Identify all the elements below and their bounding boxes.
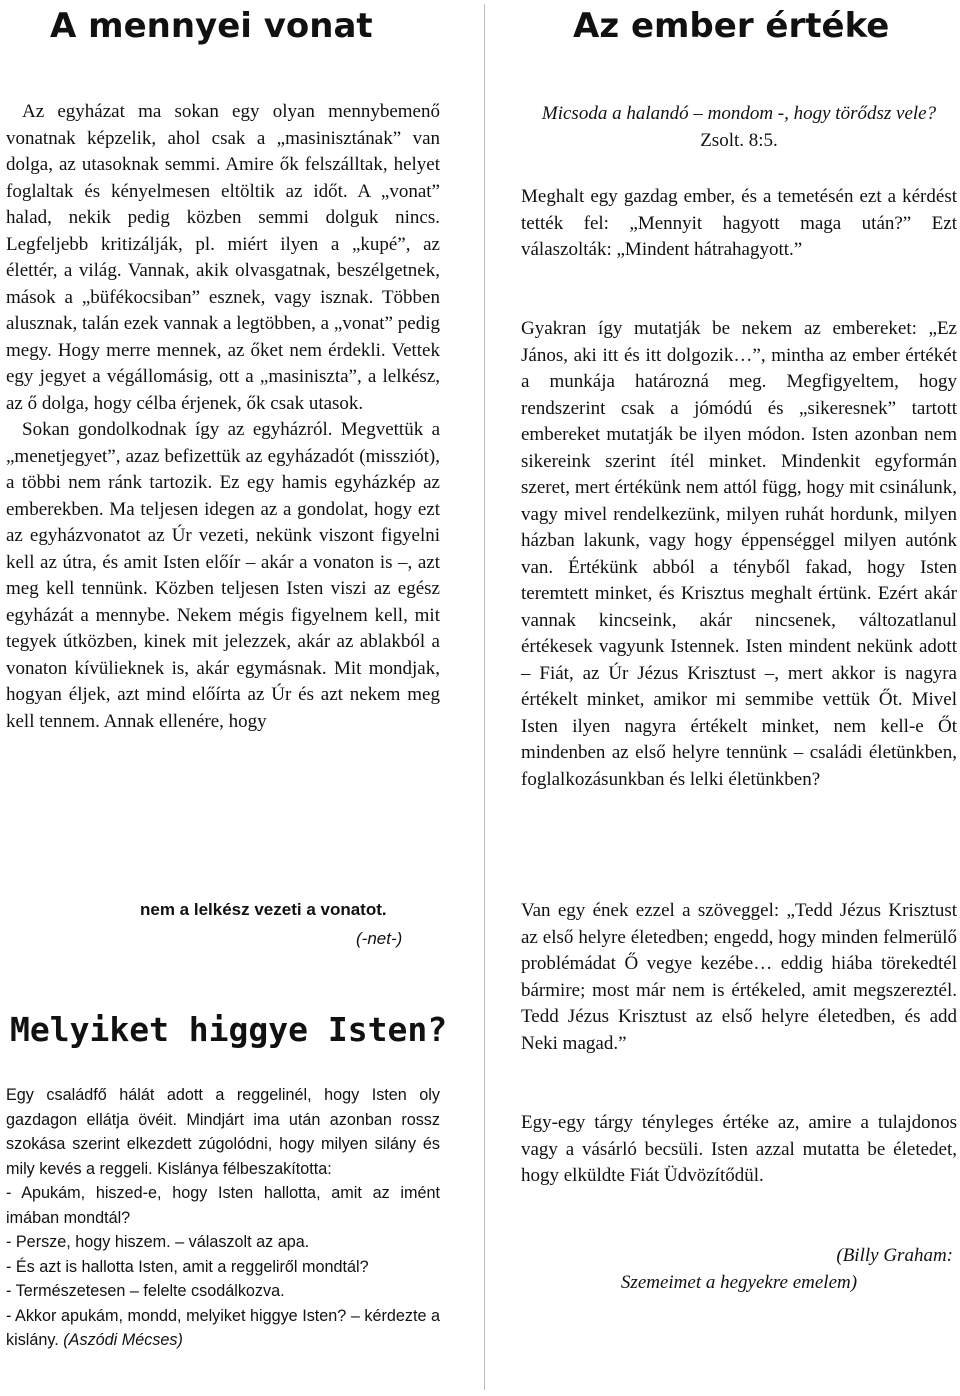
paragraph: Az egyházat ma sokan egy olyan mennybemenő vonatnak képzelik, ahol csak a „masinisztának” van dolga, az utasoknak semmi. Amire ők felszálltak, helyet foglaltak és kényelmesen eltöltik az időt. A „vonat” halad, nekik pedig közben semmi dolguk nincs. Legfeljebb kritizálják, pl. miért ilyen a „kupé”, az élettér, a világ. Vannak, akik olvasgatnak, beszélgetnek, mások a „büfékocsiban” esznek, vagy isznak. Többen alusznak, talán ezek vannak a legtöbben, a „vonat” pedig megy. Hogy merre mennek, az őket nem érdekli. Vettek egy jegyet a végállomásig, ott a „masiniszta”, a lelkész, az ő dolga, hogy célba érjenek, ők csak utasok. [6,101,440,414]
story-line-text: - Akkor apukám, mondd, melyiket higgye Isten? – kérdezte a kislány. [6,1306,440,1349]
article-title-mennyei-vonat: A mennyei vonat [50,6,373,46]
paragraph: Egy-egy tárgy tényleges értéke az, amire a tulajdonos vagy a vásárló becsüli. Isten azzal mutatta be életedet, hogy elküldte Fiát Üdvözítődül. [521,1112,957,1186]
signature-line: Szemeimet a hegyekre emelem) [620,1271,858,1293]
right-column [499,0,960,1396]
paragraph: Sokan gondolkodnak így az egyházról. Megvettük a „menetjegyet”, azaz befizettük az egyházadót (missziót), a többi nem ránk tartozik. Ez egy hamis egyházkép az emberekben. Ma teljesen idegen az a gondolat, hogy ezt az egyházvonatot az Úr vezeti, nekünk viszont figyelni kell az útra, és amit Isten előír – akár a vonaton is –, azt meg kell tennünk. Közben teljesen Isten viszi az egész egyházát a mennybe. Nekem mégis figyelnem kell, mit tegyek útközben, kinek mit jelezzek, akár az ablakból a vonaton kívülieknek is, akár egymásnak. Mit mondjak, hogyan éljek, azt mind előírta az Úr és azt nekem meg kell tennem. Annak ellenére, hogy [6,419,440,732]
story-body [6,1083,440,1353]
story-line: - Persze, hogy hiszem. – válaszolt az apa. [6,1233,310,1251]
article-signature: (-net-) [356,929,403,948]
story-line: Egy családfő hálát adott a reggelinél, hogy Isten oly gazdagon ellátja övéit. Mindjárt ima után azonban rossz szokása szerint elkezdett zúgolódni, hogy milyen silány és mily kevés a reggeli. Kislánya félbeszakította: [6,1086,440,1178]
story-line [6,1304,440,1353]
paragraph: Van egy ének ezzel a szöveggel: „Tedd Jézus Krisztust az első helyre életedben; engedd, hogy minden felmerülő problémádat Ő vegye kezébe… eddig hiába törekedtél bármire; most már nem is értékeled, amit megszereztél. Tedd Jézus Krisztust az első helyre életedben, és add Neki magad.” [521,900,957,1054]
paragraph: Meghalt egy gazdag ember, és a temetésén ezt a kérdést tették fel: „Mennyit hagyott maga után?” Ezt válaszolták: „Mindent hátrahagyott.” [521,186,957,260]
story-line: - Természetesen – felelte csodálkozva. [6,1282,285,1300]
article-signature-billy-graham [521,1243,957,1296]
bible-verse [521,101,957,154]
story-line: - És azt is hallotta Isten, amit a reggeliről mondtál? [6,1257,369,1276]
bold-statement: nem a lelkész vezeti a vonatot. [140,900,387,919]
story-signature: (Aszódi Mécses) [63,1331,183,1349]
column-divider [484,4,485,1390]
article-title-melyiket-higgye: Melyiket higgye Isten? [10,1010,448,1049]
verse-reference: Zsolt. 8:5. [700,129,778,151]
article-body-mennyei-vonat [6,99,440,735]
verse-text: Micsoda a halandó – mondom -, hogy törődsz vele? [541,103,937,124]
signature-line: (Billy Graham: [836,1245,953,1266]
story-line: - Apukám, hiszed-e, hogy Isten hallotta, amit az imént imában mondtál? [6,1184,440,1227]
left-column [0,0,471,1396]
article-title-ember-erteke: Az ember értéke [573,6,890,46]
paragraph: Gyakran így mutatják be nekem az embereket: „Ez János, aki itt és itt dolgozik…”, mintha az ember értékét a munkája határozná meg. Megfigyeltem, hogy rendszerint csak a jómódú és „sikeresnek” tartott embereket mutatják be ilyen módon. Isten azonban nem sikereink szerint ítél minket. Mindenkit egyformán szeret, mert értékünk nem attól függ, hogy mit csinálunk, vagy mivel rendelkezünk, milyen ruhát hordunk, milyen házban lakunk, vagy hogy éppenséggel milyen autónk van. Értékünk abból a tényből fakad, hogy Isten teremtett minket, és Krisztus meghalt értünk. Ezért akár vannak kincseink, akár nincsenek, változatlanul értékesek vagyunk Istennek. Isten mindent nekünk adott – Fiát, az Úr Jézus Krisztust –, mert akkor is nagyra értékelt minket, amikor mi semmibe vettük Őt. Mivel Isten ilyen nagyra értékelt minket, nem kell-e Őt mindenben az első helyre tennünk – családi életünkben, foglalkozásunkban és lelki életünkben? [521,318,957,790]
